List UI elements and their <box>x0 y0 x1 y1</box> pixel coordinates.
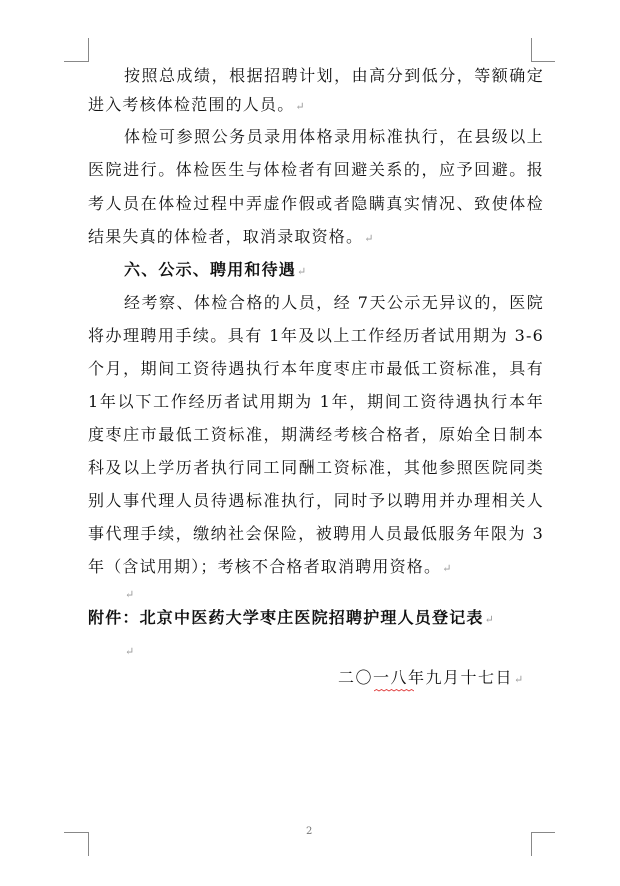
paragraph-3-line-2: 将办理聘用手续。具有 1年及以上工作经历者试用期为 3-6 <box>88 326 544 345</box>
paragraph-mark: ↵ <box>484 613 496 626</box>
page-number: 2 <box>306 826 313 837</box>
crop-mark-bottom-right-v <box>531 832 532 856</box>
crop-mark-top-right-v <box>531 38 532 62</box>
paragraph-2-line-3: 考人员在体检过程中弄虚作假或者隐瞒真实情况、致使体检 <box>88 194 544 213</box>
paragraph-3-line-1: 经考察、体检合格的人员，经 7天公示无异议的，医院 <box>124 293 544 312</box>
attachment-line: 附件：北京中医药大学枣庄医院招聘护理人员登记表↵ <box>88 608 496 627</box>
paragraph-mark: ↵ <box>297 265 308 278</box>
crop-mark-bottom-right-h <box>531 832 555 833</box>
crop-mark-top-left-v <box>88 38 89 62</box>
paragraph-1-line-2: 进入考核体检范围的人员。↵ <box>88 95 306 114</box>
empty-paragraph <box>124 640 164 662</box>
paragraph-2-line-1: 体检可参照公务员录用体格录用标准执行，在县级以上 <box>124 127 544 146</box>
paragraph-2-line-2: 医院进行。体检医生与体检者有回避关系的，应予回避。报 <box>88 160 544 179</box>
paragraph-3-line-7: 别人事代理人员待遇标准执行，同时予以聘用并办理相关人 <box>88 491 544 510</box>
paragraph-3-line-6: 科及以上学历者执行同工同酬工资标准，其他参照医院同类 <box>88 458 544 477</box>
empty-paragraph <box>124 583 164 605</box>
paragraph-2-line-4: 结果失真的体检者，取消录取资格。↵ <box>88 227 375 246</box>
paragraph-3-line-3: 个月，期间工资待遇执行本年度枣庄市最低工资标准，具有 <box>88 359 544 378</box>
crop-mark-bottom-left-v <box>88 832 89 856</box>
crop-mark-bottom-left-h <box>64 832 88 833</box>
paragraph-mark: ↵ <box>514 673 525 686</box>
crop-mark-top-left-h <box>64 61 88 62</box>
paragraph-mark: ↵ <box>125 588 136 601</box>
paragraph-mark: ↵ <box>364 232 375 245</box>
paragraph-mark: ↵ <box>295 100 306 113</box>
crop-mark-top-right-h <box>531 61 555 62</box>
paragraph-1-line-1: 按照总成绩，根据招聘计划，由高分到低分，等额确定 <box>124 66 544 85</box>
paragraph-3-line-9: 年（含试用期）；考核不合格者取消聘用资格。↵ <box>88 557 453 576</box>
spellcheck-underline <box>374 689 414 692</box>
paragraph-3-line-4: 1年以下工作经历者试用期为 1年，期间工资待遇执行本年 <box>88 392 544 411</box>
paragraph-3-line-8: 事代理手续，缴纳社会保险，被聘用人员最低服务年限为 3 <box>88 524 544 543</box>
paragraph-3-line-5: 度枣庄市最低工资标准，期满经考核合格者，原始全日制本 <box>88 425 544 444</box>
signature-date: 二〇一八年九月十七日↵ <box>338 668 525 687</box>
paragraph-mark: ↵ <box>442 562 453 575</box>
paragraph-mark: ↵ <box>125 645 136 658</box>
section-heading: 六、公示、聘用和待遇↵ <box>124 260 308 279</box>
